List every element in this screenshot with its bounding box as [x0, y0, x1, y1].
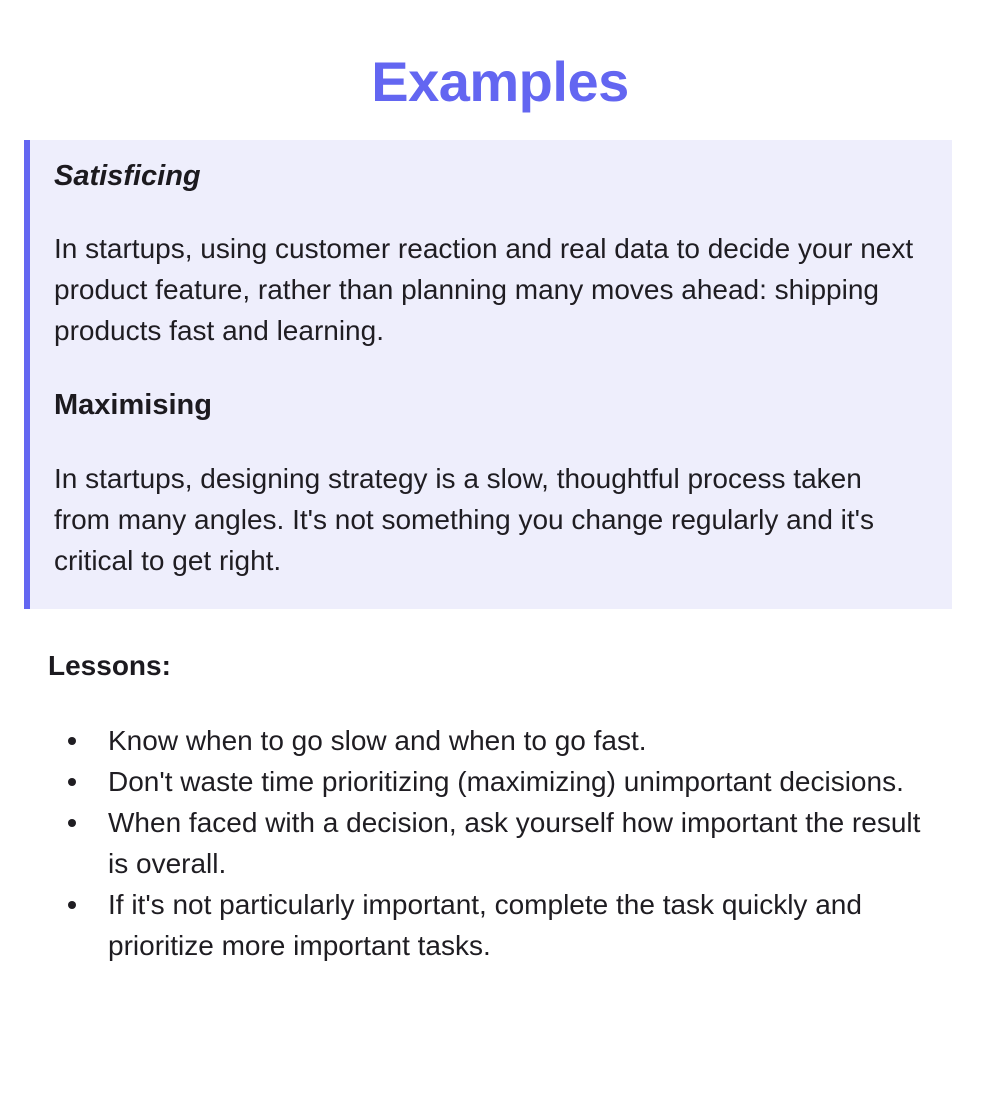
- page-title: Examples: [371, 50, 629, 113]
- list-item: [60, 884, 940, 966]
- maximising-text: In startups, designing strategy is a slow, thoughtful process taken from many angles. It's not something you change regularly and it's critical to get right.: [54, 463, 875, 576]
- lessons-list: [60, 720, 940, 966]
- satisficing-text: In startups, using customer reaction and real data to decide your next product feature, rather than planning many moves ahead: shipping products fast and learning.: [54, 233, 914, 346]
- bullet-icon: [68, 778, 76, 786]
- bullet-icon: [68, 901, 76, 909]
- maximising-heading: Maximising: [54, 389, 212, 421]
- satisficing-heading: Satisficing: [54, 160, 201, 192]
- list-item-text: Don't waste time prioritizing (maximizing) unimportant decisions.: [108, 766, 904, 797]
- list-item-text: If it's not particularly important, complete the task quickly and prioritize more important tasks.: [108, 889, 862, 961]
- list-item-text: Know when to go slow and when to go fast.: [108, 725, 647, 756]
- list-item: [60, 720, 940, 761]
- list-item-text: When faced with a decision, ask yourself how important the result is overall.: [108, 807, 921, 879]
- examples-callout: [24, 140, 952, 609]
- list-item: [60, 761, 940, 802]
- list-item: [60, 802, 940, 884]
- lessons-heading: Lessons:: [48, 650, 171, 681]
- bullet-icon: [68, 737, 76, 745]
- bullet-icon: [68, 819, 76, 827]
